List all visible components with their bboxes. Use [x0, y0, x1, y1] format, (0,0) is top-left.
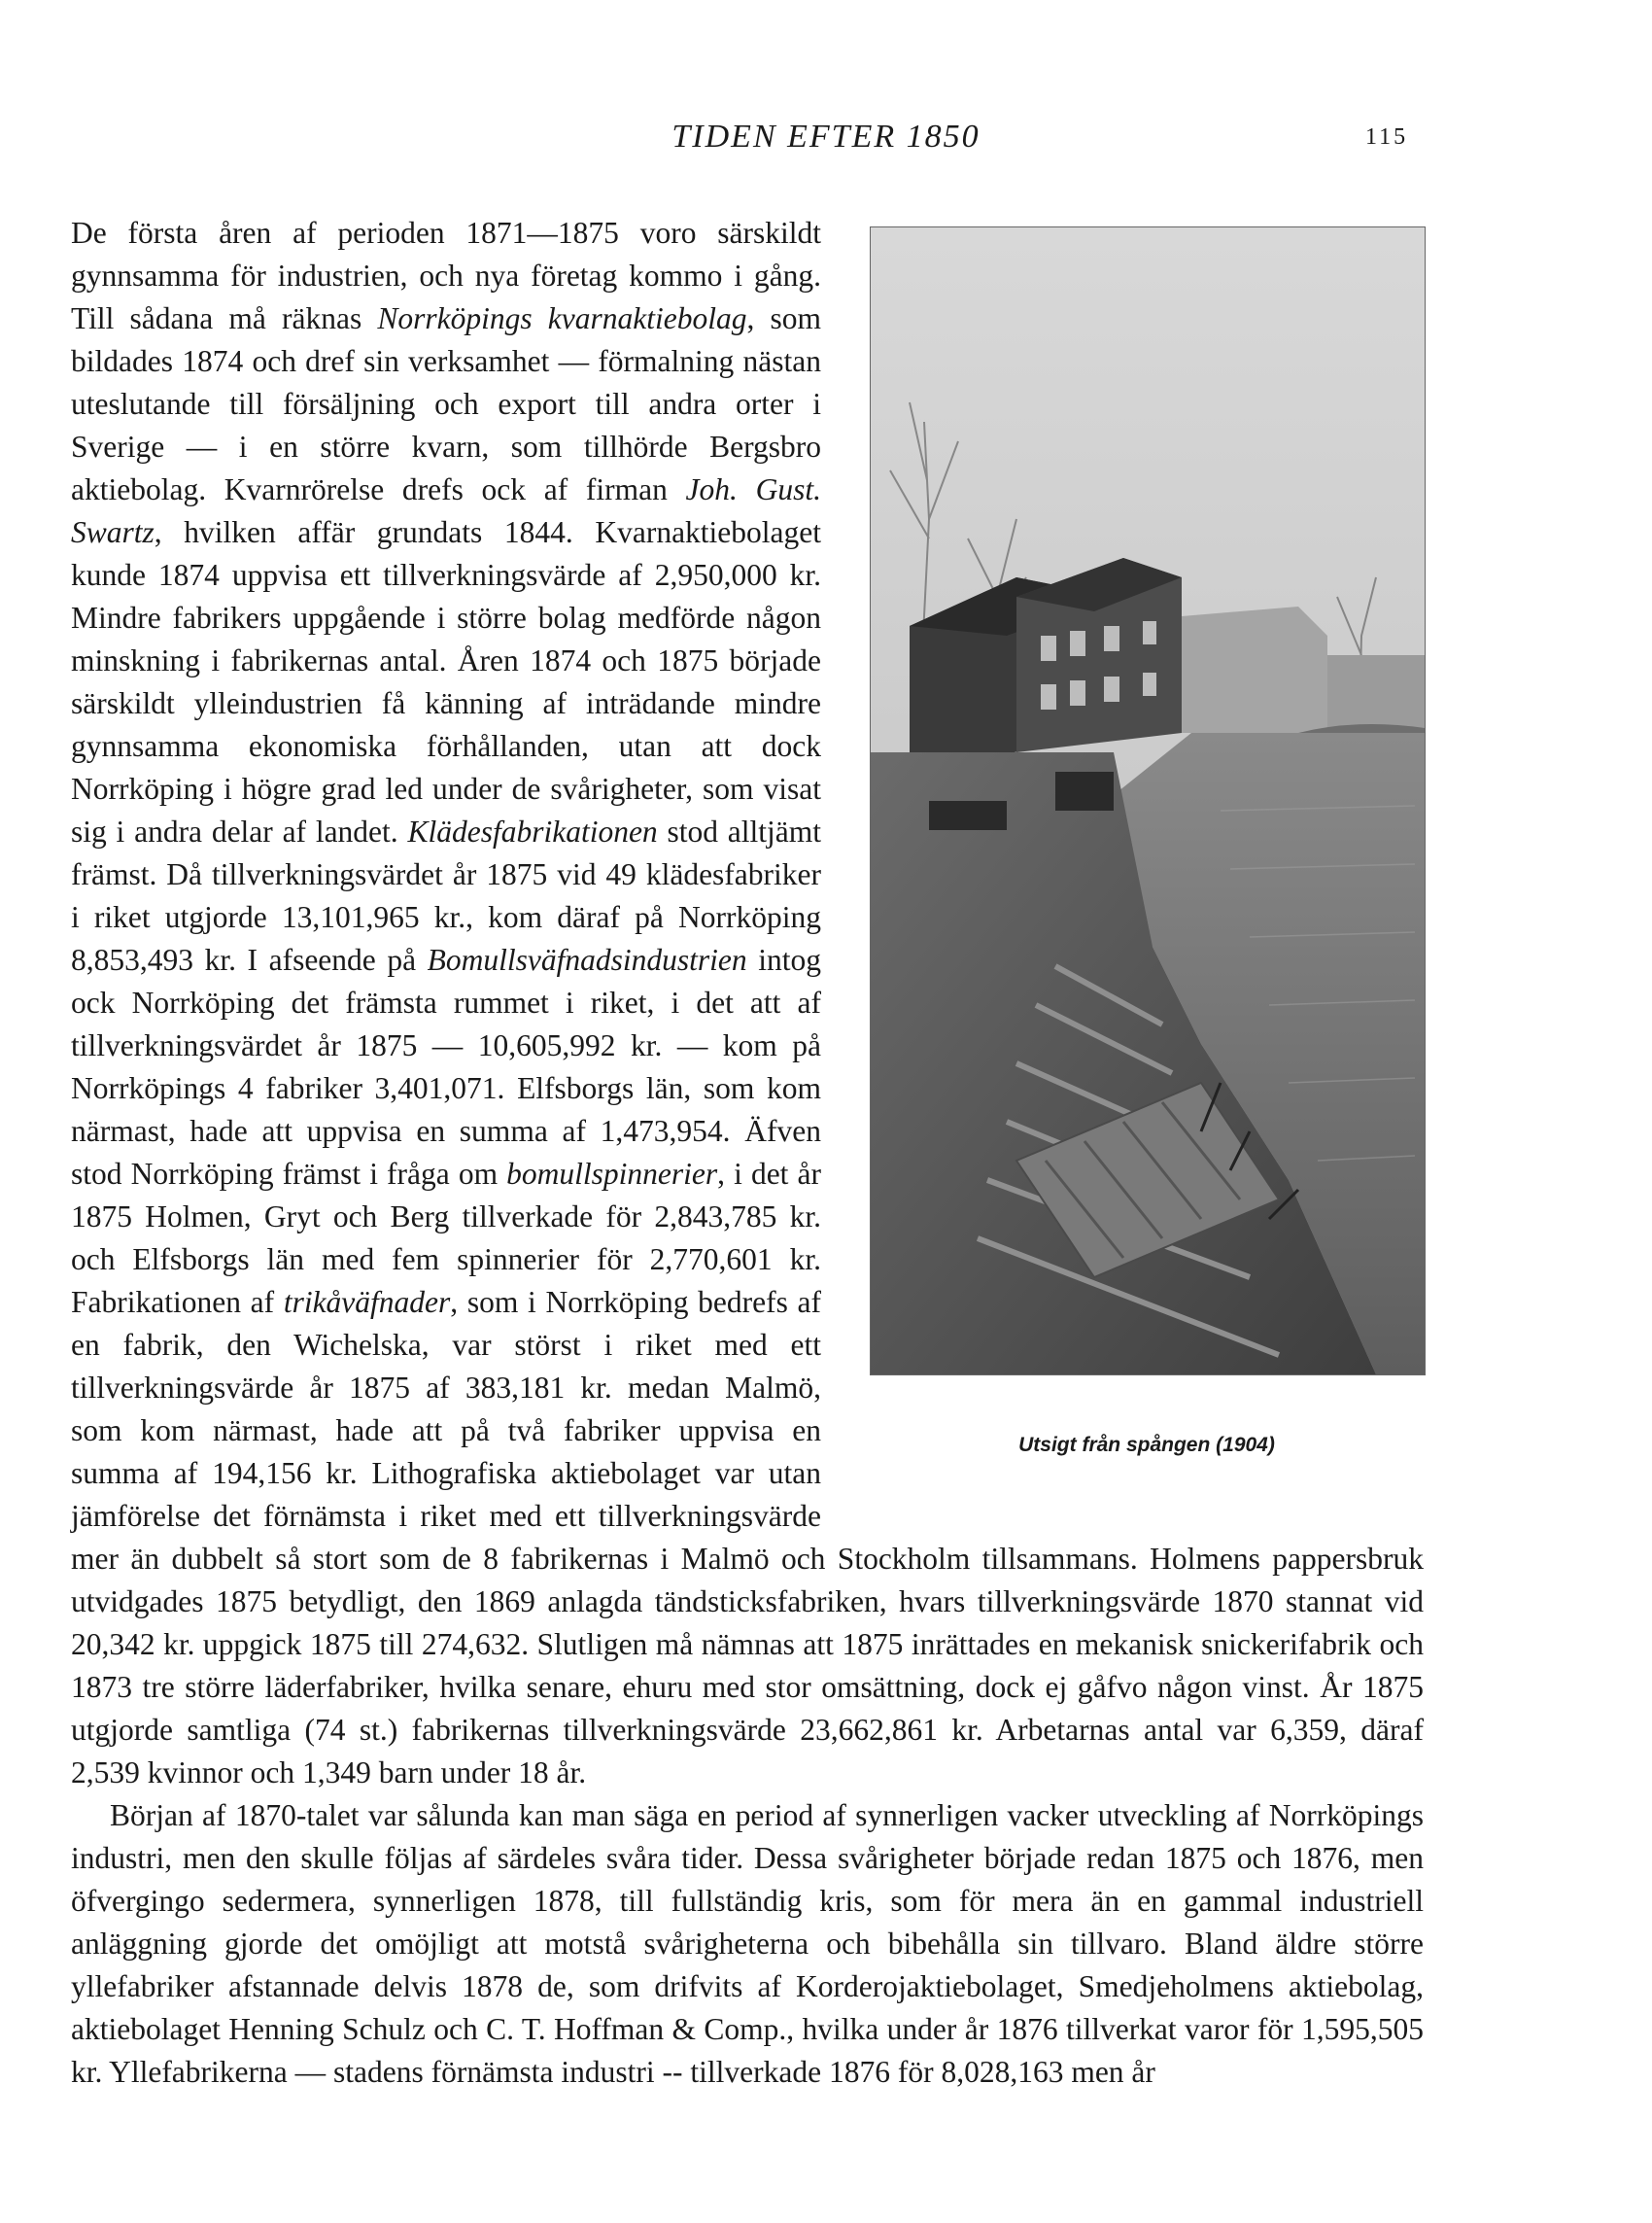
body-text — [71, 212, 1424, 2094]
text-segment-italic: Joh. Gust. Swartz — [71, 472, 821, 549]
text-segment-italic: bomullspinnerier — [506, 1157, 718, 1191]
photo-illustration — [871, 227, 1425, 1374]
text-segment: , som i Norrköping bedrefs af en fabrik, den Wichelska, var störst i riket med ett tillverkningsvärde år 1875 af 383,181 kr. medan Malmö, som kom närmast, hade att på två fabriker uppvisa en summa af 194,156 kr. Lithografiska aktiebolaget var utan jämförelse det förnämsta i riket med ett tillverkningsvärde mer än dubbelt så stort som de 8 fabrikernas i Malmö och Stockholm tillsammans. Holmens pappersbruk utvidgades 1875 betydligt, den 1869 anlagda tändsticksfabriken, hvars tillverkningsvärde 1870 stannat vid 20,342 kr. uppgick 1875 till 274,632. Slutligen må nämnas att 1875 inrättades en mekanisk snickerifabrik och 1873 tre större läderfabriker, hvilka senare, ehuru med stor omsättning, dock ej gåfvo någon vinst. År 1875 utgjorde samtliga (74 st.) fabrikernas tillverkningsvärde 23,662,861 kr. Arbetarnas antal var 6,359, däraf 2,539 kvinnor och 1,349 barn under 18 år. — [71, 1285, 1424, 1789]
text-segment: Början af 1870-talet var sålunda kan man säga en period af synnerligen vacker utveckling af Norrköpings industri, men den skulle följas af särdeles svåra tider. Dessa svårigheter började redan 1875 och 1876, men öfvergingo sedermera, synnerligen 1878, till fullständig kris, som för mera än en gammal industriell anläggning gjorde det omöjligt att motstå svårigheterna och bibehålla sin tillvaro. Bland äldre större yllefabriker afstannade delvis 1878 de, som drifvits af Korderojaktiebolaget, Smedjeholmens aktiebolag, aktiebolaget Henning Schulz och C. T. Hoffman & Comp., hvilka under år 1876 tillverkat varor för 1,595,505 kr. Yllefabrikerna — stadens förnämsta industri -- tillverkade 1876 för 8,028,163 men år — [71, 1798, 1424, 2089]
text-segment: stod alltjämt främst. Då tillverkningsvärdet år 1875 vid 49 klädesfabriker i riket utgjorde 13,101,965 kr., kom däraf på Norrköping 8,853,493 kr. I afseende på — [71, 815, 821, 977]
text-segment: , som bildades 1874 och dref sin verksamhet — förmalning nästan uteslutande till försäljning och export till andra orter i Sverige — i en större kvarn, som tillhörde Bergsbro aktiebolag. Kvarnrörelse drefs ock af firman — [71, 301, 821, 506]
page-number: 115 — [1365, 124, 1409, 150]
text-segment: , hvilken affär grundats 1844. Kvarnaktiebolaget kunde 1874 uppvisa ett tillverkningsvärde af 2,950,000 kr. Mindre fabrikers uppgående i större bolag medförde någon minskning i fabrikernas antal. Åren 1874 och 1875 började särskildt ylleindustrien få känning af inträdande mindre gynnsamma ekonomiska förhållanden, utan att dock Norrköping i högre grad led under de svårigheter, som visat sig i andra delar af landet. — [71, 515, 821, 849]
text-segment-italic: Bomullsväfnadsindustrien — [427, 943, 747, 977]
text-segment-italic: Norrköpings kvarnaktiebolag — [377, 301, 747, 335]
text-segment: , i det år 1875 Holmen, Gryt och Berg tillverkade för 2,843,785 kr. och Elfsborgs län med fem spinnerier för 2,770,601 kr. Fabrikationen af — [71, 1157, 821, 1319]
text-segment: De första åren af perioden 1871—1875 voro särskildt gynnsamma för industrien, och nya företag kommo i gång. Till sådana må räknas — [71, 216, 821, 335]
text-segment: intog ock Norrköping det främsta rummet i riket, i det att af tillverkningsvärdet år 1875 — 10,605,992 kr. — kom på Norrköpings 4 fabriker 3,401,071. Elfsborgs län, som kom närmast, hade att uppvisa en summa af 1,473,954. Äfven stod Norrköping främst i fråga om — [71, 943, 821, 1191]
paragraph-1 — [71, 212, 1424, 1794]
text-segment-italic: Klädesfabrikationen — [407, 815, 658, 849]
figure — [850, 220, 1424, 1534]
photo-river-view — [870, 226, 1426, 1375]
paragraph-2 — [71, 1794, 1424, 2094]
figure-caption: Utsigt från spången (1904) — [1018, 1434, 1275, 1456]
text-segment-italic: trikåväfnader — [283, 1285, 451, 1319]
running-header-title: TIDEN EFTER 1850 — [671, 119, 981, 155]
